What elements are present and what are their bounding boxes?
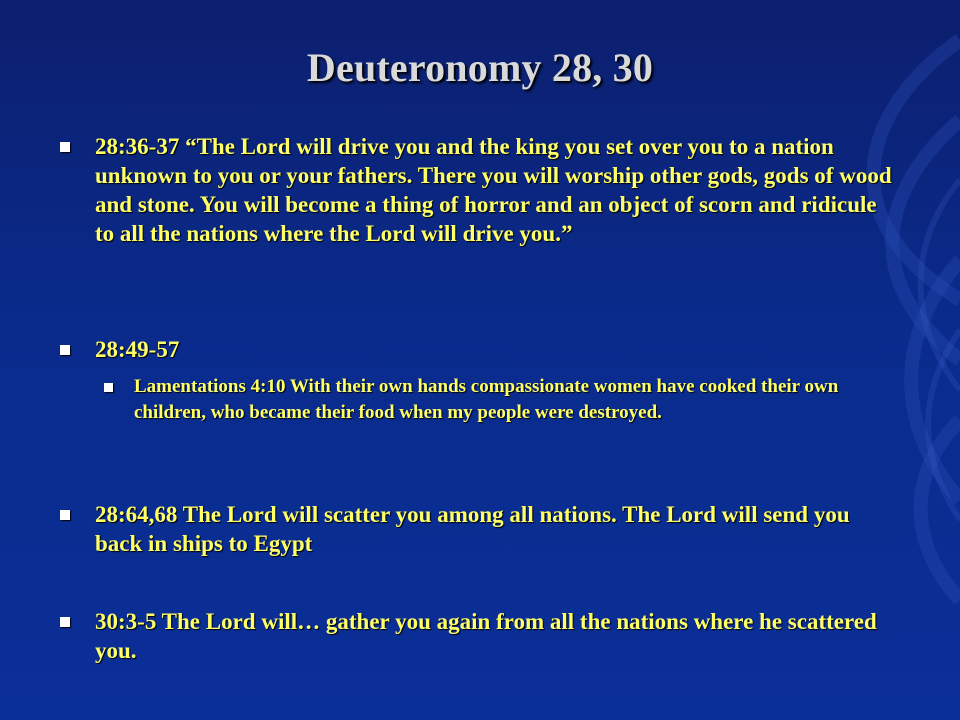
square-bullet-icon	[60, 617, 70, 627]
square-bullet-icon	[60, 510, 70, 520]
bullet-text: 28:64,68 The Lord will scatter you among all nations. The Lord will send you back in ships to Egypt	[95, 502, 850, 556]
slide-title: Deuteronomy 28, 30	[306, 45, 654, 90]
bullet-28-64-68	[60, 500, 900, 558]
bullet-text: 28:49-57	[95, 337, 180, 362]
square-bullet-icon	[60, 345, 70, 355]
bullet-30-3-5	[60, 607, 900, 665]
bullet-28-36-37	[60, 132, 900, 248]
bullet-text: 28:36-37 “The Lord will drive you and the king you set over you to a nation unknown to you or your fathers. There you will worship other gods, gods of wood and stone. You will become a thing of horror and an object of scorn and ridicule to all the nations where the Lord will drive you.”	[95, 134, 892, 246]
bullet-28-49-57	[60, 335, 900, 364]
square-bullet-icon	[60, 142, 70, 152]
sub-bullet-lamentations	[104, 374, 894, 426]
square-bullet-icon	[104, 383, 113, 392]
bullet-text: 30:3-5 The Lord will… gather you again from all the nations where he scattered you.	[95, 609, 877, 663]
sub-bullet-text: Lamentations 4:10 With their own hands compassionate women have cooked their own children, who became their food when my people were destroyed.	[134, 376, 839, 423]
